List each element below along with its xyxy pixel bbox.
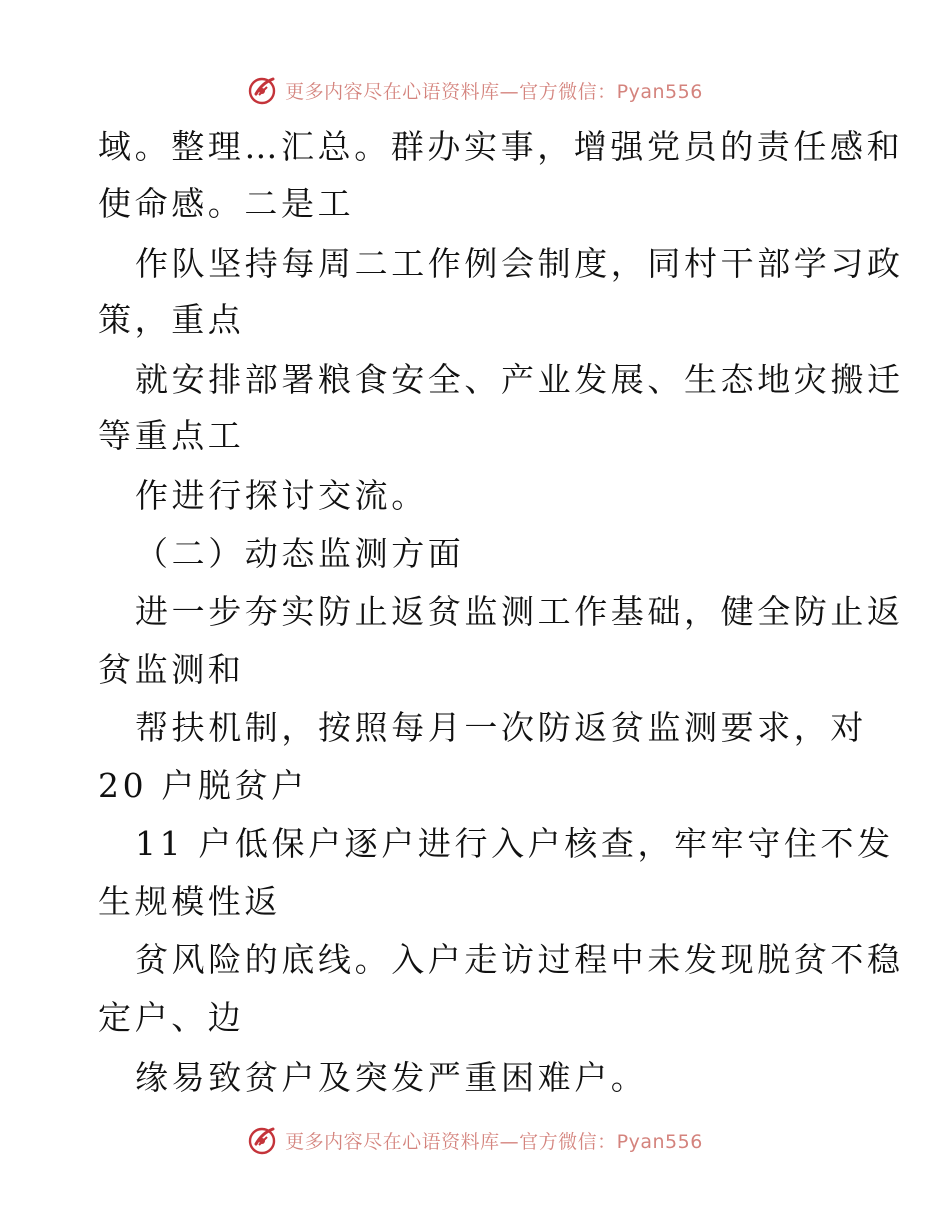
watermark-logo-icon xyxy=(247,1124,279,1156)
body-line: 策，重点 xyxy=(98,300,245,339)
body-line: 贫监测和 xyxy=(98,650,245,689)
body-line: 作进行探讨交流。 xyxy=(135,476,428,515)
body-line: 等重点工 xyxy=(98,416,245,455)
watermark-text: 更多内容尽在心语资料库—官方微信：Pyan556 xyxy=(285,1130,703,1153)
body-line: 贫风险的底线。入户走访过程中未发现脱贫不稳 xyxy=(135,940,904,979)
body-line: 帮扶机制，按照每月一次防返贫监测要求，对 xyxy=(135,708,867,747)
footer-watermark xyxy=(0,1123,950,1157)
body-line: 定户、边 xyxy=(98,998,245,1037)
body-line: 使命感。二是工 xyxy=(98,184,355,223)
body-line: 11 户低保户逐户进行入户核查，牢牢守住不发 xyxy=(135,824,894,863)
body-line: 作队坚持每周二工作例会制度，同村干部学习政 xyxy=(135,244,904,283)
header-watermark xyxy=(0,73,950,107)
watermark-text: 更多内容尽在心语资料库—官方微信：Pyan556 xyxy=(285,80,703,103)
section-heading: （二）动态监测方面 xyxy=(135,534,465,573)
body-line: 域。整理…汇总。群办实事，增强党员的责任感和 xyxy=(98,127,904,166)
body-line: 就安排部署粮食安全、产业发展、生态地灾搬迁 xyxy=(135,360,904,399)
body-line: 进一步夯实防止返贫监测工作基础，健全防止返 xyxy=(135,592,904,631)
watermark-logo-icon xyxy=(247,74,279,106)
body-line: 缘易致贫户及突发严重困难户。 xyxy=(135,1058,648,1097)
body-line: 生规模性返 xyxy=(98,882,281,921)
body-line: 20 户脱贫户 xyxy=(98,766,308,805)
